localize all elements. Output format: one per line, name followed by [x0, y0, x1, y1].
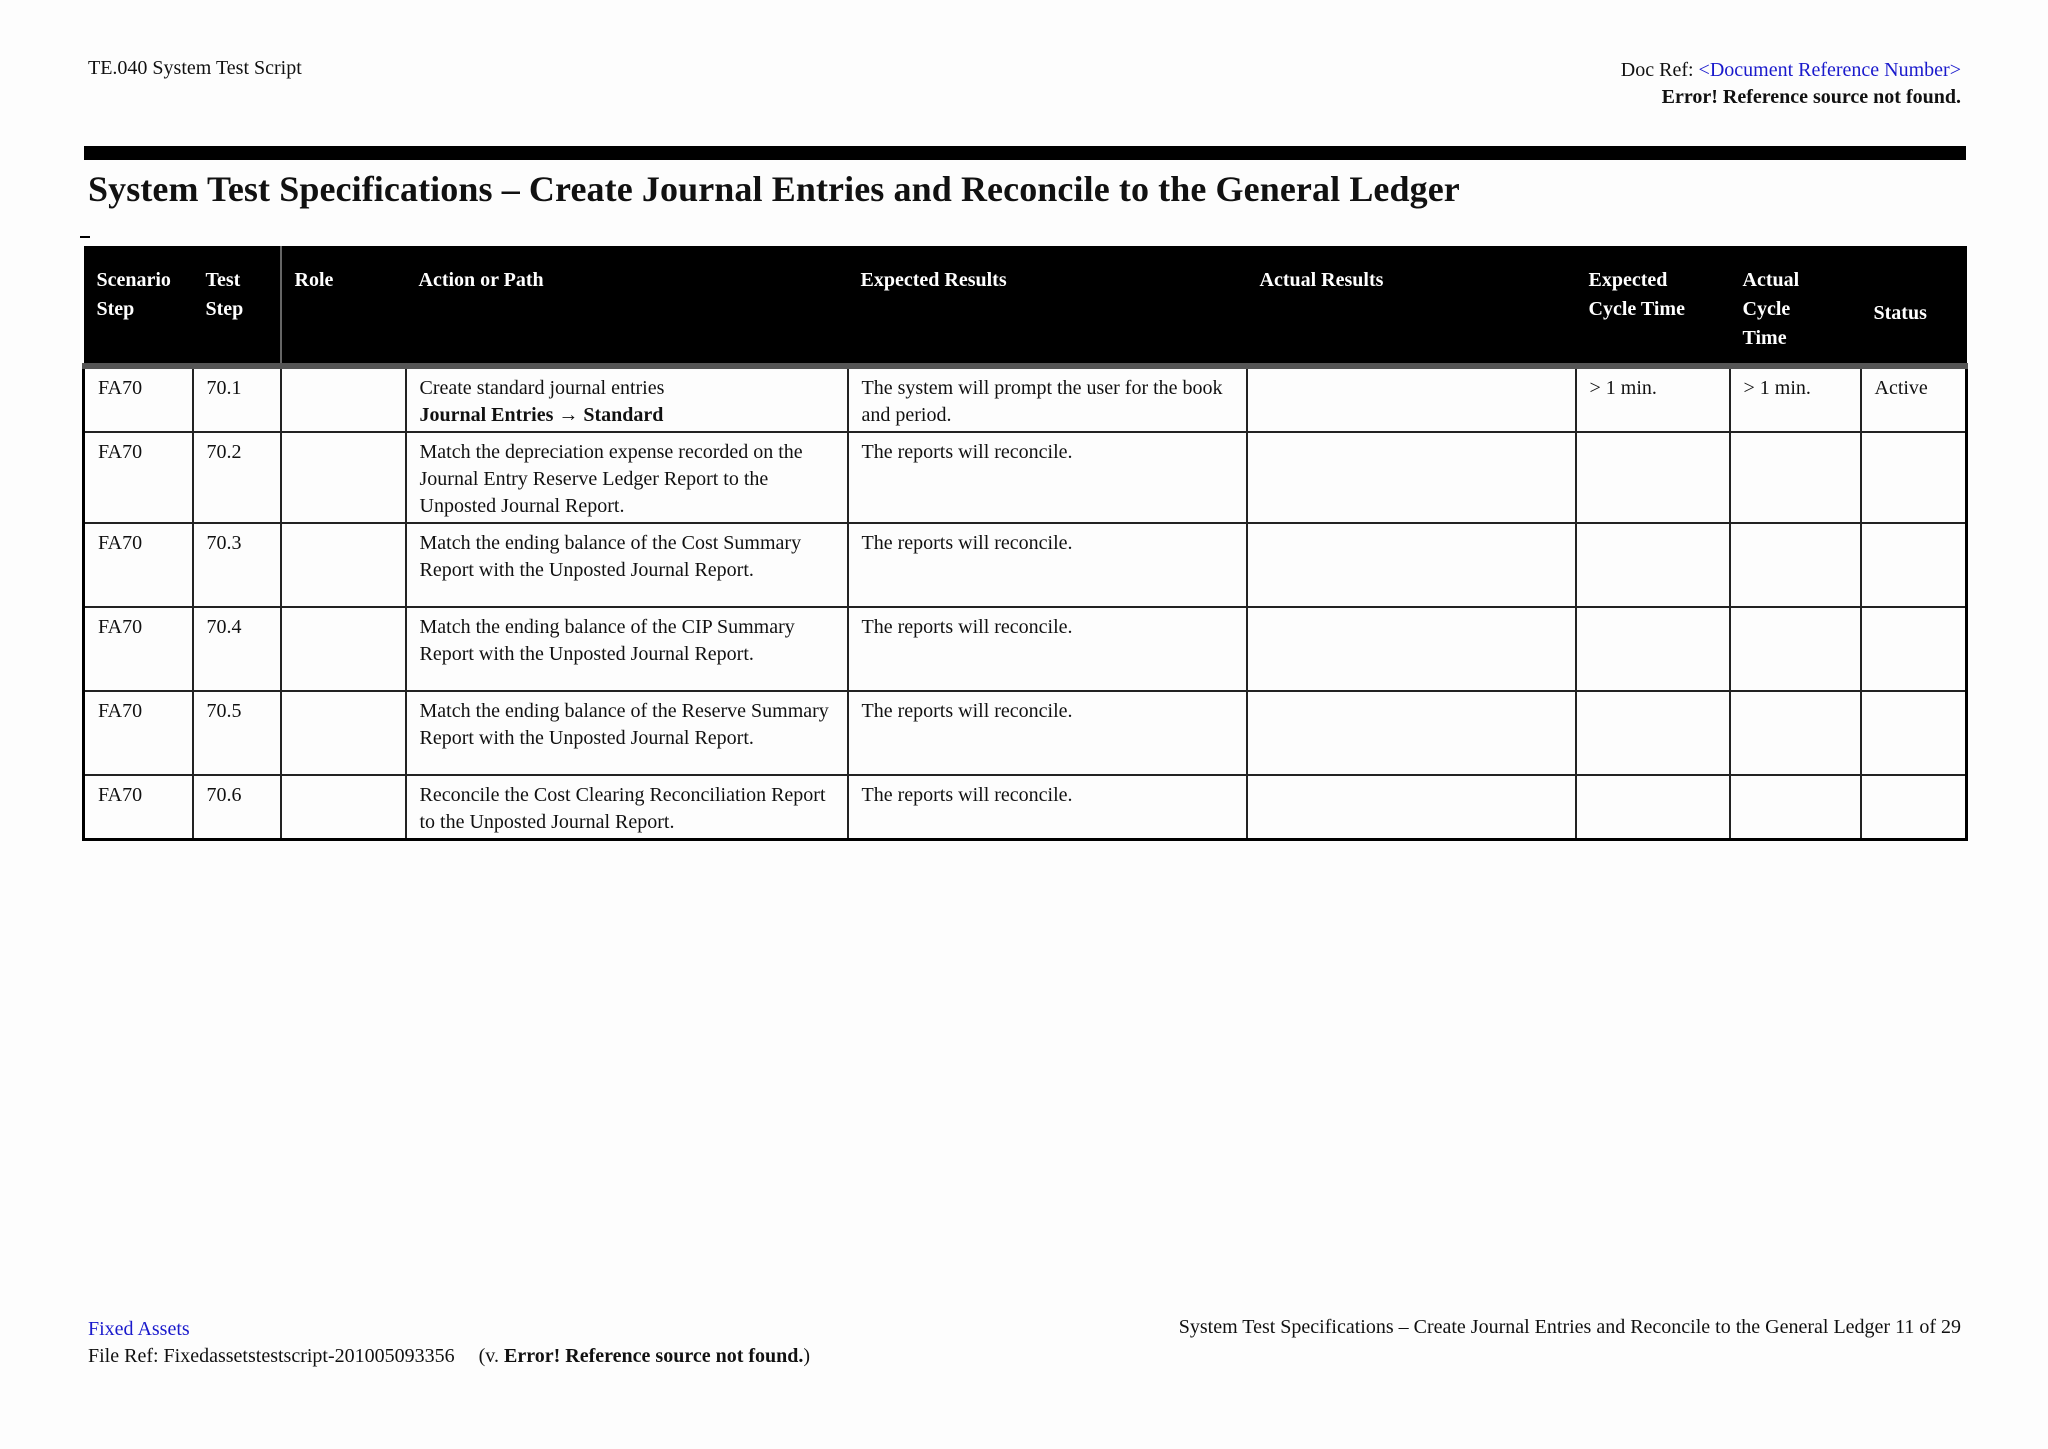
cell-scenario: FA70 [84, 607, 193, 691]
cell-role[interactable] [281, 775, 406, 840]
cell-expected-cycle [1576, 432, 1730, 523]
cell-action: Match the ending balance of the Reserve Summary Report with the Unposted Journal Report. [406, 691, 848, 775]
cell-expected: The reports will reconcile. [848, 607, 1247, 691]
cell-step: 70.4 [193, 607, 281, 691]
anchor-mark [80, 236, 90, 246]
cell-actual-cycle[interactable] [1730, 432, 1861, 523]
header-role: Role [281, 246, 406, 366]
cell-expected: The reports will reconcile. [848, 432, 1247, 523]
cell-actual[interactable] [1247, 432, 1576, 523]
cell-expected: The reports will reconcile. [848, 523, 1247, 607]
document-title: TE.040 System Test Script [88, 57, 302, 79]
header-action-or-path: Action or Path [406, 246, 848, 366]
cell-expected-cycle [1576, 691, 1730, 775]
table-row [84, 432, 1967, 523]
reference-error: Error! Reference source not found. [1661, 86, 1961, 108]
cell-expected: The reports will reconcile. [848, 691, 1247, 775]
cell-actual-cycle[interactable]: > 1 min. [1730, 366, 1861, 432]
header-status: Status [1861, 246, 1967, 366]
cell-action: Match the ending balance of the CIP Summary Report with the Unposted Journal Report. [406, 607, 848, 691]
file-ref: File Ref: Fixedassetstestscript-201005093356 [88, 1345, 455, 1367]
cell-action [406, 366, 848, 432]
cell-action: Match the ending balance of the Cost Summary Report with the Unposted Journal Report. [406, 523, 848, 607]
cell-scenario: FA70 [84, 432, 193, 523]
header-expected-cycle-time: Expected Cycle Time [1576, 246, 1730, 366]
footer-page-info: System Test Specifications – Create Journal Entries and Reconcile to the General Ledger 11 of 29 [1178, 1316, 1961, 1338]
doc-ref-label: Doc Ref: [1620, 59, 1699, 81]
header-rule [84, 146, 1966, 160]
cell-actual[interactable] [1247, 607, 1576, 691]
cell-role[interactable] [281, 607, 406, 691]
cell-actual[interactable] [1247, 775, 1576, 840]
cell-expected-cycle [1576, 607, 1730, 691]
cell-scenario: FA70 [84, 775, 193, 840]
table-row [84, 523, 1967, 607]
cell-step: 70.1 [193, 366, 281, 432]
header-expected-results: Expected Results [848, 246, 1247, 366]
version-error: Error! Reference source not found. [504, 1345, 804, 1367]
header-scenario-step: Scenario Step [84, 246, 193, 366]
doc-ref-link[interactable]: <Document Reference Number> [1698, 59, 1961, 81]
cell-action: Match the depreciation expense recorded on the Journal Entry Reserve Ledger Report to the Unposted Journal Report. [406, 432, 848, 523]
cell-role[interactable] [281, 523, 406, 607]
header-test-step: Test Step [193, 246, 281, 366]
cell-actual[interactable] [1247, 366, 1576, 432]
cell-role[interactable] [281, 366, 406, 432]
cell-step: 70.3 [193, 523, 281, 607]
navigation-path: Journal Entries → Standard [419, 404, 664, 426]
cell-expected: The system will prompt the user for the book and period. [848, 366, 1247, 432]
table-row [84, 691, 1967, 775]
footer-left [88, 1316, 810, 1370]
test-spec-table [82, 246, 1968, 841]
table-header-row [84, 246, 1967, 366]
header-actual-cycle-time: Actual Cycle Time [1730, 246, 1861, 366]
cell-step: 70.5 [193, 691, 281, 775]
cell-status[interactable]: Active [1861, 366, 1967, 432]
cell-expected-cycle: > 1 min. [1576, 366, 1730, 432]
cell-action: Reconcile the Cost Clearing Reconciliation Report to the Unposted Journal Report. [406, 775, 848, 840]
cell-role[interactable] [281, 432, 406, 523]
cell-step: 70.6 [193, 775, 281, 840]
cell-status[interactable] [1861, 691, 1967, 775]
cell-actual-cycle[interactable] [1730, 691, 1861, 775]
cell-role[interactable] [281, 691, 406, 775]
cell-status[interactable] [1861, 432, 1967, 523]
cell-actual-cycle[interactable] [1730, 607, 1861, 691]
cell-scenario: FA70 [84, 366, 193, 432]
cell-scenario: FA70 [84, 523, 193, 607]
footer-category-link[interactable]: Fixed Assets [88, 1318, 190, 1340]
cell-status[interactable] [1861, 523, 1967, 607]
header-actual-results: Actual Results [1247, 246, 1576, 366]
version-info: (v. Error! Reference source not found.) [478, 1345, 811, 1367]
cell-actual[interactable] [1247, 691, 1576, 775]
section-title: System Test Specifications – Create Journal Entries and Reconcile to the General Ledger [88, 169, 1460, 209]
doc-ref-block [1621, 57, 1961, 111]
action-text: Create standard journal entries [419, 377, 665, 399]
table-row [84, 775, 1967, 840]
cell-scenario: FA70 [84, 691, 193, 775]
cell-actual[interactable] [1247, 523, 1576, 607]
cell-expected-cycle [1576, 523, 1730, 607]
cell-status[interactable] [1861, 607, 1967, 691]
cell-expected-cycle [1576, 775, 1730, 840]
cell-status[interactable] [1861, 775, 1967, 840]
cell-step: 70.2 [193, 432, 281, 523]
cell-expected: The reports will reconcile. [848, 775, 1247, 840]
table-row [84, 366, 1967, 432]
cell-actual-cycle[interactable] [1730, 775, 1861, 840]
table-row [84, 607, 1967, 691]
cell-actual-cycle[interactable] [1730, 523, 1861, 607]
